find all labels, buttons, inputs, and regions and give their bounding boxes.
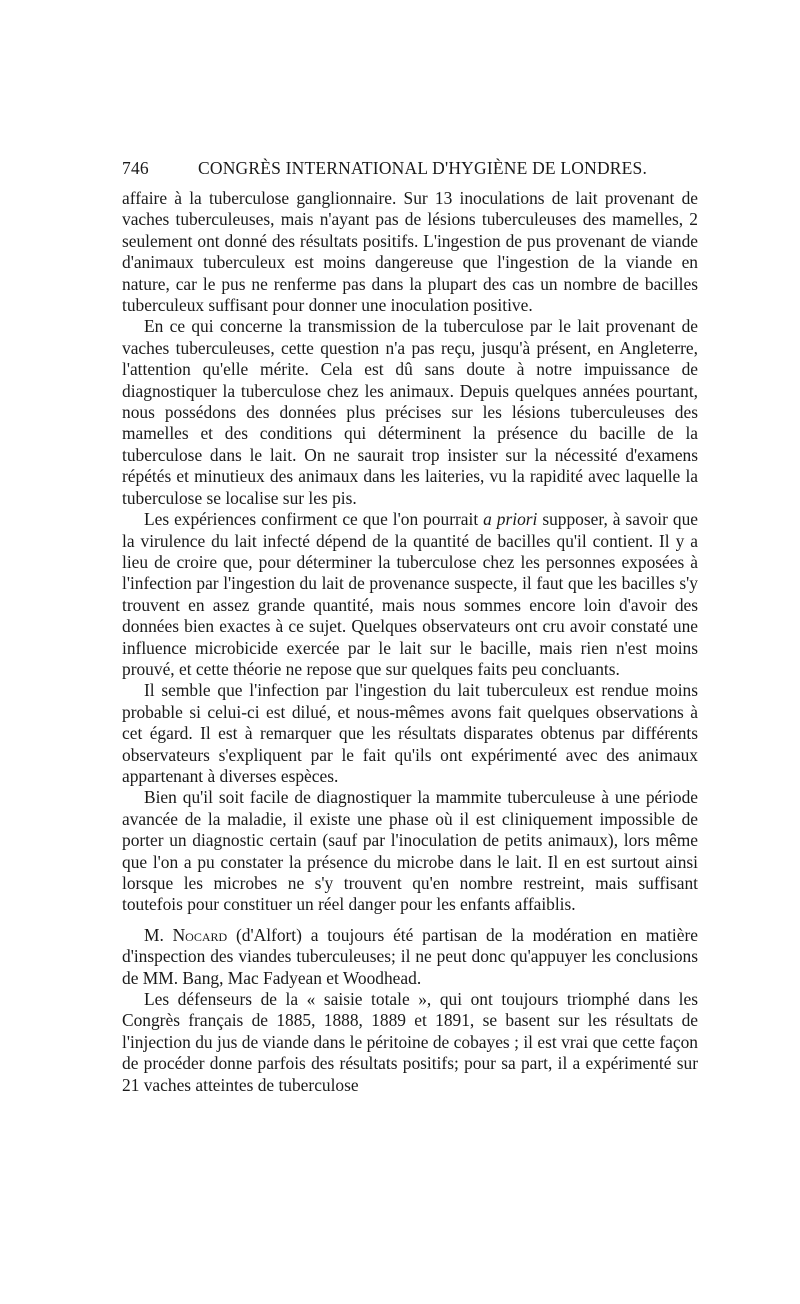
paragraph: En ce qui concerne la transmission de la tuberculose par le lait provenant de vaches tuberculeuses, cette question n'a pas reçu, jusqu'à présent, en Angleterre, l'attention qu'elle mérite. Cela est dû sans doute à notre impuissance de diagnostiquer la tuberculose chez les animaux. Depuis quelques années pourtant, nous possédons des données plus précises sur les lésions tuberculeuses des mamelles et des conditions qui déterminent la présence du bacille de la tuberculose dans le lait. On ne saurait trop insister sur la nécessité d'examens répétés et minutieux des animaux dans les laiteries, vu la rapidité avec laquelle la tuberculose se localise sur les pis. [122, 316, 698, 508]
paragraph-text: Les expériences confirment ce que l'on pourrait [144, 509, 484, 530]
italic-phrase: a priori [483, 509, 538, 530]
paragraph: affaire à la tuberculose ganglionnaire. Sur 13 inoculations de lait provenant de vaches tuberculeuses, mais n'ayant pas de lésions tuberculeuses des mamelles, 2 seulement ont donné des résultats positifs. L'ingestion de pus provenant de viande d'animaux tuberculeux est moins dangereuse que l'ingestion de la viande en nature, car le pus ne renferme pas dans la plupart des cas un nombre de bacilles tuberculeux suffisant pour donner une inoculation positive. [122, 188, 698, 316]
paragraph: Les défenseurs de la « saisie totale », qui ont toujours triomphé dans les Congrès français de 1885, 1888, 1889 et 1891, se basent sur les résultats de l'injection du jus de viande dans le péritoine de cobayes ; il est vrai que cette façon de procéder donne parfois des résultats positifs; pour sa part, il a expérimenté sur 21 vaches atteintes de tuberculose [122, 989, 698, 1095]
paragraph-text: supposer, à savoir que la virulence du lait infecté dépend de la quantité de bacilles qu'il contient. Il y a lieu de croire que, pour déterminer la tuberculose chez les personnes exposées à l'infection par l'ingestion du lait de provenance suspecte, il faut que les bacilles s'y trouvent en assez grande quantité, mais nous sommes encore loin d'avoir des données bien exactes à ce sujet. Quelques observateurs ont cru avoir constaté une influence microbicide exercée par le lait sur le bacille, mais rien n'est moins prouvé, et cette théorie ne repose que sur quelques faits peu concluants. [122, 509, 698, 679]
speaker-prefix: M. [144, 924, 173, 945]
paragraph: Il semble que l'infection par l'ingestion du lait tuberculeux est rendue moins probable si celui-ci est dilué, et nous-mêmes avons fait quelques observations à cet égard. Il est à remarquer que les résultats disparates obtenus par différents observateurs s'expliquent par le fait qu'ils ont expérimenté avec des animaux appartenant à diverses espèces. [122, 680, 698, 786]
paragraph-text: (d'Alfort) a toujours été partisan de la modération en matière d'inspection des viandes tuberculeuses; il ne peut donc qu'appuyer les conclusions de MM. Bang, Mac Fadyean et Woodhead. [122, 924, 698, 988]
body-text [122, 188, 698, 1096]
paragraph [122, 925, 698, 989]
paragraph [122, 509, 698, 680]
speaker-name: Nocard [172, 924, 228, 945]
page-number: 746 [122, 158, 149, 178]
running-title: CONGRÈS INTERNATIONAL D'HYGIÈNE DE LONDRES. [198, 158, 648, 178]
paragraph: Bien qu'il soit facile de diagnostiquer la mammite tuberculeuse à une période avancée de la maladie, il existe une phase où il est cliniquement impossible de porter un diagnostic certain (sauf par l'inoculation de petits animaux), lors même que l'on a pu constater la présence du microbe dans le lait. Il en est surtout ainsi lorsque les microbes ne s'y trouvent qu'en nombre restreint, mais suffisant toutefois pour constituer un réel danger pour les enfants affaiblis. [122, 787, 698, 915]
